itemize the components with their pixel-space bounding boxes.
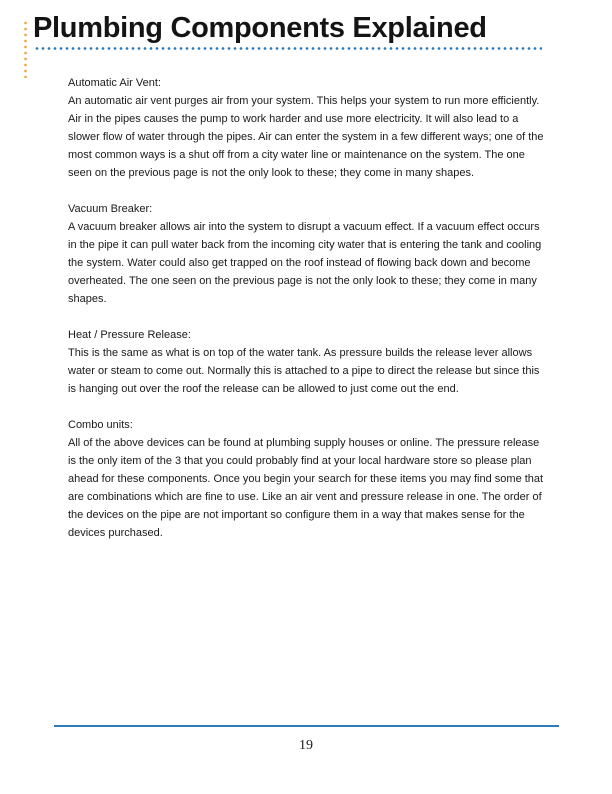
section-heading: Automatic Air Vent: xyxy=(68,77,161,89)
section-automatic-air-vent xyxy=(68,74,548,182)
side-dot-rule xyxy=(24,20,27,78)
section-body: All of the above devices can be found at plumbing supply houses or online. The pressure release is the only item of the 3 that you could probably find at your local hardware store so please plan ahead for these components. Once you begin your search for these items you may find some that are combinations which are fine to use. Like an air vent and pressure release in one. The order of the devices on the pipe are not important so configure them in a way that makes sense for the devices purchased. xyxy=(68,437,544,539)
section-body: A vacuum breaker allows air into the system to disrupt a vacuum effect. If a vacuum effect occurs in the pipe it can pull water back from the incoming city water that is entering the tank and cooling the system. Water could also get trapped on the roof instead of flowing back down and become overheated. The one seen on the previous page is not the only look to these; they come in many shapes. xyxy=(68,221,542,305)
section-vacuum-breaker xyxy=(68,200,548,308)
page-title: Plumbing Components Explained xyxy=(33,12,487,44)
footer-rule xyxy=(54,725,559,727)
section-body: This is the same as what is on top of the water tank. As pressure builds the release lever allows water or steam to come out. Normally this is attached to a pipe to direct the release but since this is hanging out over the roof the release can be allowed to just come out the end. xyxy=(68,347,540,395)
section-body: An automatic air vent purges air from your system. This helps your system to run more efficiently. Air in the pipes causes the pump to work harder and use more electricity. It will also lead to a slower flow of water through the pipes. Air can enter the system in a few different ways; one of the most common ways is a shut off from a city water line or maintenance on the system. The one seen on the previous page is not the only look to these; they come in many shapes. xyxy=(68,95,544,179)
page-content xyxy=(68,74,548,560)
section-combo-units xyxy=(68,416,548,542)
section-heat-pressure-release xyxy=(68,326,548,398)
page-number: 19 xyxy=(299,738,313,753)
title-dot-rule xyxy=(34,47,542,50)
section-heading: Heat / Pressure Release: xyxy=(68,329,191,341)
section-heading: Vacuum Breaker: xyxy=(68,203,153,215)
section-heading: Combo units: xyxy=(68,419,133,431)
